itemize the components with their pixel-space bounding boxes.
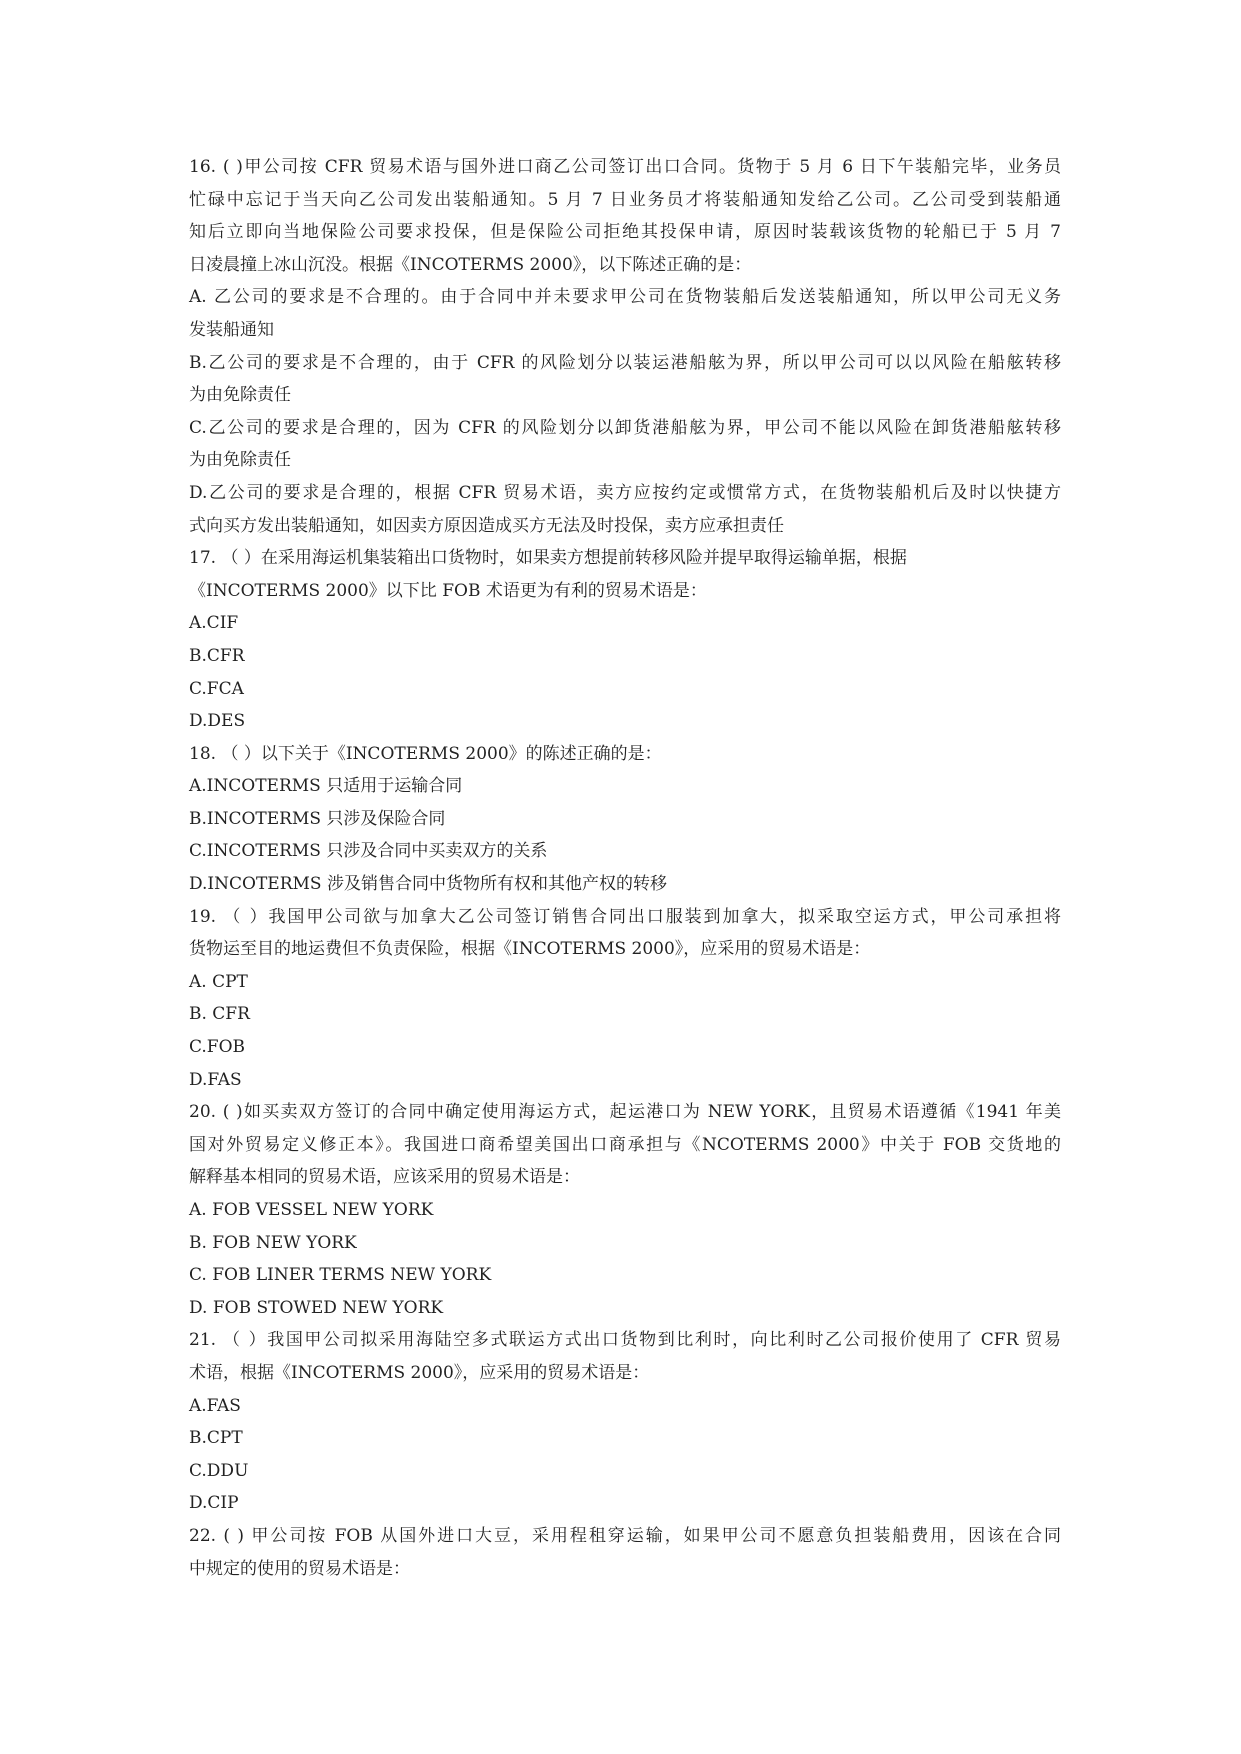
q19-option-b: B. CFR <box>189 1004 250 1025</box>
q21-option-a: A.FAS <box>189 1395 241 1416</box>
q20-option-d: D. FOB STOWED NEW YORK <box>189 1297 444 1318</box>
q19-line-2: 货物运至目的地运费但不负责保险，根据《INCOTERMS 2000》，应采用的贸易术语是： <box>189 939 871 960</box>
q16-option-c-line-2: 为由免除责任 <box>189 450 291 471</box>
q17-line-1: 17. （ ）在采用海运机集装箱出口货物时，如果卖方想提前转移风险并提早取得运输单据，根据 <box>189 548 907 569</box>
q19-line-1: 19. （ ）我国甲公司欲与加拿大乙公司签订销售合同出口服装到加拿大，拟采取空运方式，甲公司承担将 <box>189 906 1061 927</box>
q16-line-3: 知后立即向当地保险公司要求投保，但是保险公司拒绝其投保申请，原因时装载该货物的轮船已于 5 月 7 <box>189 222 1061 243</box>
q16-option-d-line-1: D.乙公司的要求是合理的，根据 CFR 贸易术语，卖方应按约定或惯常方式，在货物装船机后及时以快捷方 <box>189 482 1061 503</box>
q18-line-1: 18. （ ）以下关于《INCOTERMS 2000》的陈述正确的是： <box>189 743 662 764</box>
q17-option-b: B.CFR <box>189 645 245 666</box>
q16-option-c-line-1: C.乙公司的要求是合理的，因为 CFR 的风险划分以卸货港船舷为界，甲公司不能以风险在卸货港船舷转移 <box>189 417 1061 438</box>
q18-option-d: D.INCOTERMS 涉及销售合同中货物所有权和其他产权的转移 <box>189 874 667 895</box>
q17-line-2: 《INCOTERMS 2000》以下比 FOB 术语更为有利的贸易术语是： <box>189 580 707 601</box>
q21-option-b: B.CPT <box>189 1428 243 1449</box>
q18-option-a: A.INCOTERMS 只适用于运输合同 <box>189 776 463 797</box>
document-body <box>189 151 1061 1585</box>
q21-option-c: C.DDU <box>189 1460 249 1481</box>
q19-option-a: A. CPT <box>189 971 248 992</box>
q16-option-d-line-2: 式向买方发出装船通知，如因卖方原因造成买方无法及时投保，卖方应承担责任 <box>189 515 784 536</box>
q16-line-4: 日凌晨撞上冰山沉没。根据《INCOTERMS 2000》，以下陈述正确的是： <box>189 254 752 275</box>
q16-option-a-line-1: A. 乙公司的要求是不合理的。由于合同中并未要求甲公司在货物装船后发送装船通知，所以甲公司无义务 <box>189 287 1061 308</box>
q21-option-d: D.CIP <box>189 1493 239 1514</box>
q17-option-d: D.DES <box>189 711 246 732</box>
q21-line-2: 术语，根据《INCOTERMS 2000》，应采用的贸易术语是： <box>189 1362 650 1383</box>
q19-option-c: C.FOB <box>189 1037 246 1058</box>
q20-line-3: 解释基本相同的贸易术语，应该采用的贸易术语是： <box>189 1167 580 1188</box>
q20-option-a: A. FOB VESSEL NEW YORK <box>189 1200 434 1220</box>
q22-line-2: 中规定的使用的贸易术语是： <box>189 1558 410 1579</box>
q20-option-b: B. FOB NEW YORK <box>189 1232 357 1253</box>
q17-option-a: A.CIF <box>189 613 239 634</box>
q21-line-1: 21. （ ）我国甲公司拟采用海陆空多式联运方式出口货物到比利时，向比利时乙公司报价使用了 CFR 贸易 <box>189 1330 1061 1351</box>
q16-line-2: 忙碌中忘记于当天向乙公司发出装船通知。5 月 7 日业务员才将装船通知发给乙公司。乙公司受到装船通 <box>189 189 1061 210</box>
q20-option-c: C. FOB LINER TERMS NEW YORK <box>189 1265 492 1286</box>
q17-option-c: C.FCA <box>189 678 244 699</box>
q22-line-1: 22. ( ) 甲公司按 FOB 从国外进口大豆，采用程租穿运输，如果甲公司不愿意负担装船费用，因该在合同 <box>189 1525 1061 1546</box>
q16-option-a-line-2: 发装船通知 <box>189 319 274 340</box>
q16-option-b-line-1: B.乙公司的要求是不合理的，由于 CFR 的风险划分以装运港船舷为界，所以甲公司可以以风险在船舷转移 <box>189 352 1061 373</box>
q20-line-2: 国对外贸易定义修正本》。我国进口商希望美国出口商承担与《NCOTERMS 2000》中关于 FOB 交货地的 <box>189 1134 1061 1155</box>
q16-line-1: 16. ( )甲公司按 CFR 贸易术语与国外进口商乙公司签订出口合同。货物于 5 月 6 日下午装船完毕，业务员 <box>189 157 1061 177</box>
q19-option-d: D.FAS <box>189 1069 242 1090</box>
q16-option-b-line-2: 为由免除责任 <box>189 385 291 406</box>
q20-line-1: 20. ( )如买卖双方签订的合同中确定使用海运方式，起运港口为 NEW YORK，且贸易术语遵循《1941 年美 <box>189 1102 1061 1123</box>
q18-option-b: B.INCOTERMS 只涉及保险合同 <box>189 808 446 829</box>
q18-option-c: C.INCOTERMS 只涉及合同中买卖双方的关系 <box>189 841 548 862</box>
